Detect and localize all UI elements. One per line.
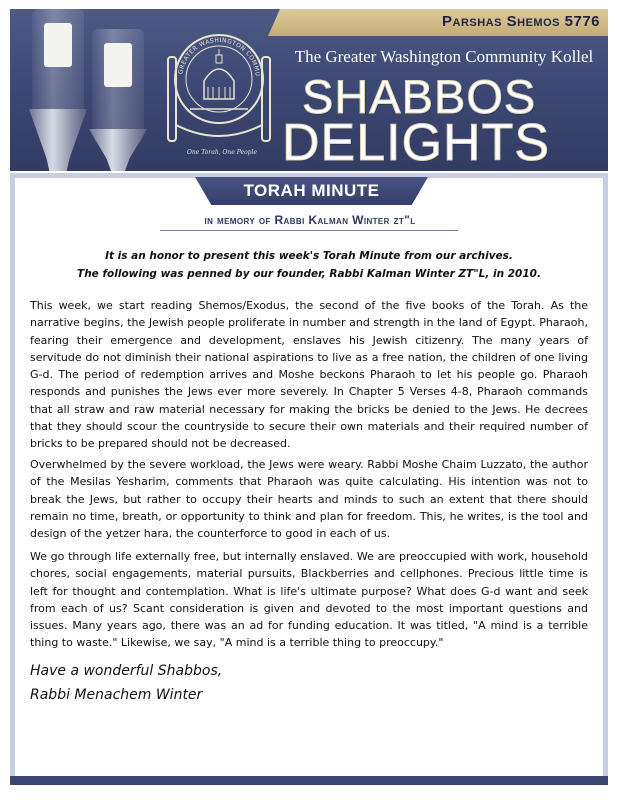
closing-greeting: Have a wonderful Shabbos, — [30, 663, 223, 679]
memorial-underline — [160, 230, 458, 231]
newsletter-title-shabbos: SHABBOS — [302, 70, 537, 123]
newsletter-title-delights: DELIGHTS — [282, 114, 551, 171]
emblem-ring-text: GREATER WASHINGTON COMMU — [177, 36, 261, 78]
footer-bar — [10, 776, 608, 785]
kollel-logo — [160, 17, 278, 167]
parsha-label: Parshas Shemos 5776 — [442, 13, 600, 30]
emblem-tagline: One Torah, One People — [187, 149, 257, 156]
intro-line-1: It is an honor to present this week's Torah Minute from our archives. — [105, 250, 513, 262]
section-title: TORAH MINUTE — [243, 181, 380, 200]
article-paragraph-1: This week, we start reading Shemos/Exodus, the second of the five books of the Torah. As the narrative begins, the Jewish people proliferate in number and strength in the land of Egypt. Pharaoh, fearing their emergence and development, enslaves his Jewish citizenry. The many years of servitude do not diminish their national aspirations to live as a free nation, the children of one living G-d. The period of redemption arrives and Moshe beckons Pharaoh to let his people go. Pharaoh responds and punishes the Jews ever more severely. In Chapter 5 Verses 4-8, Pharaoh commands that all straw and raw material necessary for making the bricks be denied to the Jews. He decrees that they should scour the countryside to secure their own materials and their required number of bricks to be prepared should not be decreased. — [30, 299, 588, 451]
article-paragraph-2: Overwhelmed by the severe workload, the Jews were weary. Rabbi Moshe Chaim Luzzato, the author of the Mesilas Yesharim, comments that Pharaoh was quite calculating. His intention was not to break the Jews, but rather to occupy their hearts and minds to such an extent that there should remain no time, breath, or opportunity to think and plan for freedom. This, he writes, is the tool and design of the yetzer hara, the counterforce to good in each of us. — [30, 458, 588, 541]
closing-signature: Rabbi Menachem Winter — [30, 687, 203, 703]
header-banner — [10, 9, 608, 171]
memorial-subtitle: in memory of Rabbi Kalman Winter zt"l — [204, 213, 416, 227]
article-paragraph-3: We go through life externally free, but internally enslaved. We are preoccupied with work, household chores, social engagements, material pursuits, Blackberries and cellphones. Precious little time is left for thought and contemplation. What is life's ultimate purpose? What does G-d want and seek from each of us? Scant consideration is given and devoted to the most important questions and issues. Many years ago, there was an ad for funding education. It was titled, "A mind is a terrible thing to waste." Likewise, we say, "A mind is a terrible thing to preoccupy." — [30, 550, 588, 650]
intro-line-2: The following was penned by our founder, Rabbi Kalman Winter ZT"L, in 2010. — [77, 268, 541, 280]
kollel-name: The Greater Washington Community Kollel — [294, 47, 594, 66]
